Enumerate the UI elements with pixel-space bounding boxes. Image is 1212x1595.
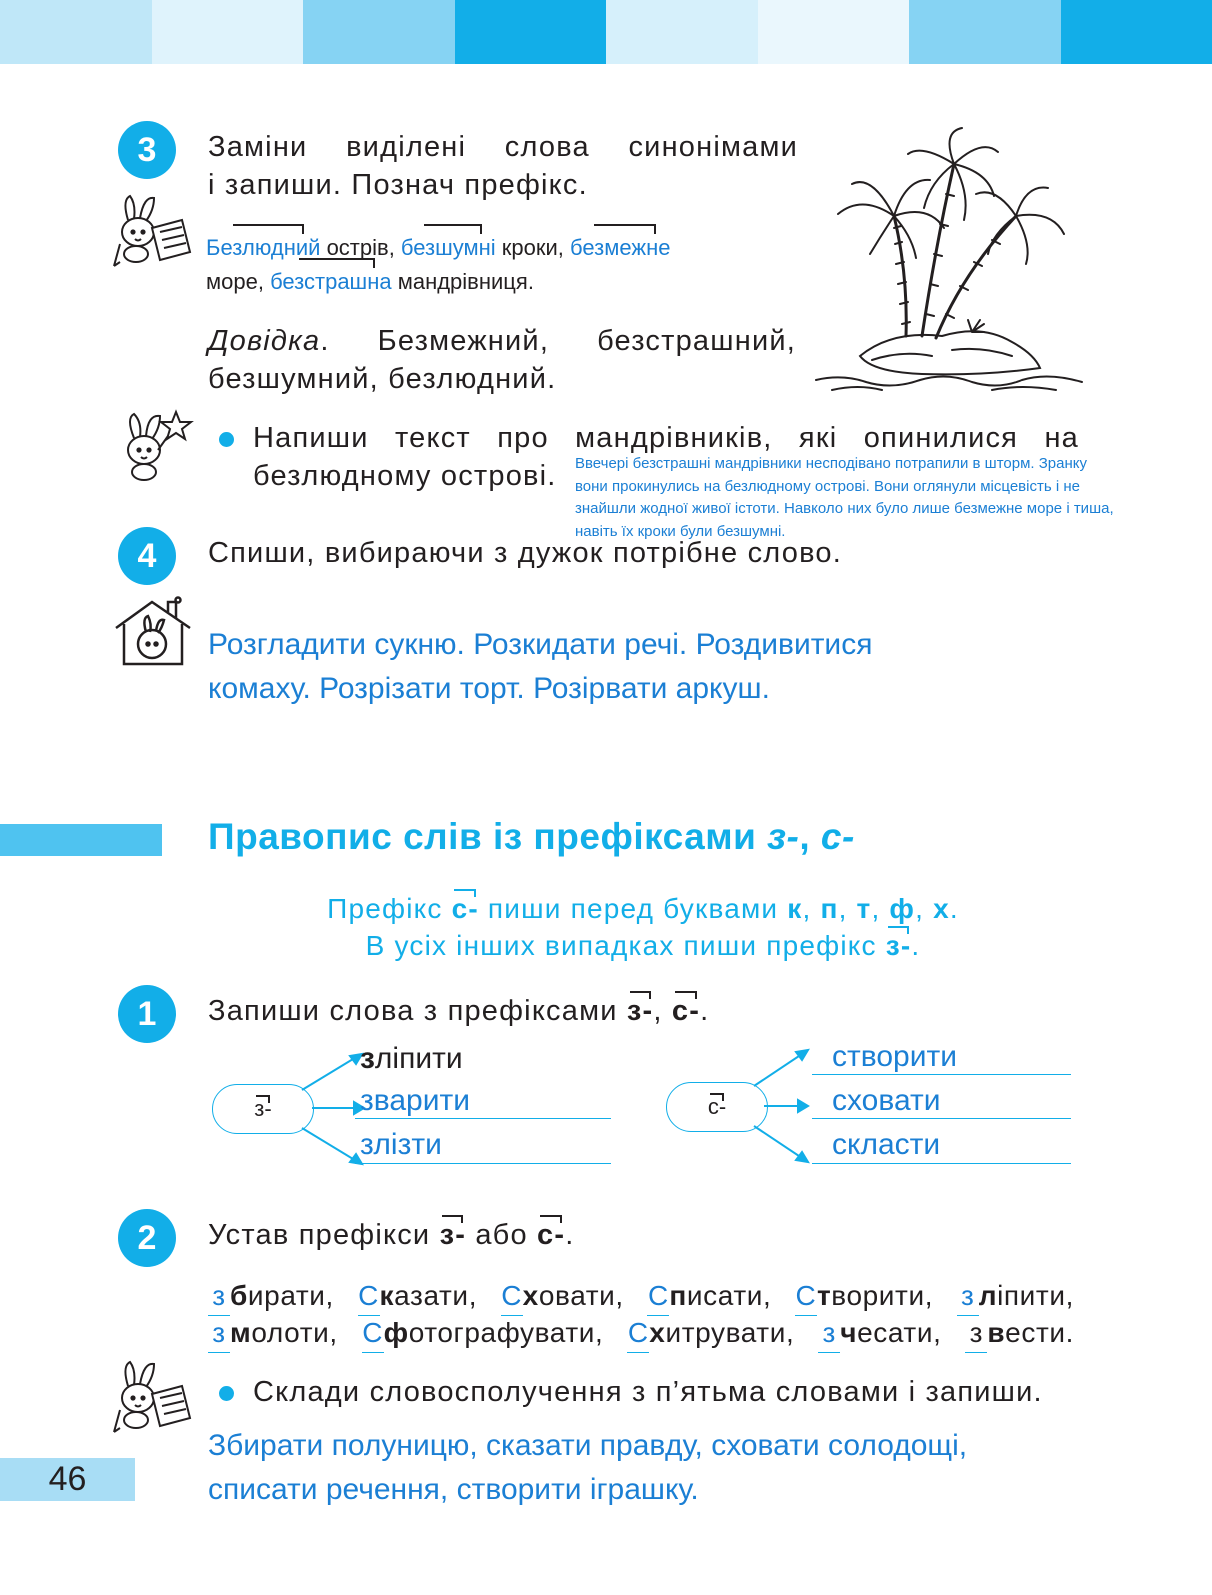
exercise-number-badge: 2: [118, 1209, 176, 1267]
answer-line: [812, 1074, 1071, 1075]
task3-text-line2: і запиши. Познач префікс.: [208, 169, 588, 201]
fill-word: Сфотографувати,: [362, 1314, 604, 1353]
rule-text: [230, 890, 1056, 964]
task4-text: Спиши, вибираючи з дужок потрібне слово.: [208, 537, 842, 569]
answer-word: безмежне: [570, 231, 670, 265]
arrows-right: [752, 1040, 818, 1166]
exercise2-row1: [208, 1277, 1074, 1316]
reference-label: Довідка: [208, 325, 321, 357]
section-heading-bar: [0, 824, 162, 856]
bullet1-text-line1: Напиши текст про мандрівників, які опинилися на: [253, 422, 1079, 454]
task-number-badge: 3: [118, 121, 176, 179]
fill-word: з бирати,: [208, 1277, 334, 1316]
answer-word-s: сховати: [832, 1084, 941, 1117]
fill-word: з ліпити,: [957, 1277, 1074, 1316]
page-number: 46: [0, 1458, 135, 1501]
bullet-dot: [219, 432, 234, 447]
task4-answer-line1: Розгладити сукню. Розкидати речі. Роздивитися: [208, 628, 873, 661]
fill-word: з вести.: [965, 1314, 1074, 1353]
prefix-box-z: з-: [212, 1084, 314, 1134]
answer-word: безстрашна: [270, 265, 392, 299]
answer-word: безшумні: [401, 231, 496, 265]
bullet2-answer-line2: списати речення, створити іграшку.: [208, 1473, 699, 1506]
rule-line2: В усіх інших випадках пиши префікс з-.: [230, 927, 1056, 964]
section-title: Правопис слів із префіксами з-, с-: [208, 816, 855, 857]
answer-word-s: скласти: [832, 1128, 941, 1161]
fill-word: з молоти,: [208, 1314, 338, 1353]
reference-line1: Довідка. Безмежний, безстрашний,: [208, 325, 796, 357]
answer-word-z: злізти: [360, 1128, 442, 1161]
answer-word-s: створити: [832, 1040, 957, 1073]
task3-answer: Безлюдний острів, безшумні кроки, безмежне море, безстрашна мандрівниця.: [206, 231, 806, 299]
fill-word: Створити,: [795, 1277, 933, 1316]
prefix-box-s: с-: [666, 1082, 768, 1132]
fill-word: Списати,: [647, 1277, 771, 1316]
top-color-stripe: [0, 0, 1212, 64]
rule-line1: Префікс с- пиши перед буквами к, п, т, ф, х.: [230, 890, 1056, 927]
answer-line: [812, 1163, 1071, 1164]
example-word: зліпити: [360, 1042, 463, 1075]
answer-line: [812, 1118, 1071, 1119]
bullet1-text-line2: безлюдному острові.: [253, 460, 557, 492]
exercise1-text: Запиши слова з префіксами з-, с-.: [208, 992, 709, 1030]
exercise-number-badge: 1: [118, 985, 176, 1043]
bullet2-text: Склади словосполучення з п’ятьма словами і запиши.: [253, 1376, 1043, 1408]
bunny-star-icon: [114, 406, 196, 486]
answer-line: [355, 1118, 611, 1119]
fill-word: Сказати,: [358, 1277, 478, 1316]
reference-line2: безшумний, безлюдний.: [208, 363, 557, 395]
bunny-writing-icon: [110, 190, 200, 270]
task-number-badge: 4: [118, 527, 176, 585]
exercise2-text: Устав префікси з- або с-.: [208, 1216, 575, 1254]
task3-text-line1: Заміни виділені слова синонімами: [208, 131, 798, 163]
exercise2-row2: [208, 1314, 1074, 1353]
answer-word: Безлюдний: [206, 231, 320, 265]
bullet-dot: [219, 1386, 234, 1401]
fill-word: з чесати,: [818, 1314, 941, 1353]
arrows-left: [300, 1044, 366, 1170]
answer-word-z: зварити: [360, 1084, 470, 1117]
palm-island-illustration: [812, 124, 1090, 402]
task4-answer-line2: комаху. Розрізати торт. Розірвати аркуш.: [208, 672, 770, 705]
fill-word: Схитрувати,: [627, 1314, 794, 1353]
handwritten-answer-note: Ввечері безстрашні мандрівники несподівано потрапили в шторм. Зранку вони прокинулись на безлюдному острові. Вони оглянули місцевість і не знайшли жодної живої істоти. Навколо них було лише безмежне море і тиша, навіть їх кроки були безшумні.: [575, 455, 1114, 540]
bunny-writing-icon: [110, 1356, 200, 1436]
answer-line: [355, 1163, 611, 1164]
bullet2-answer-line1: Збирати полуницю, сказати правду, сховати солодощі,: [208, 1429, 968, 1462]
fill-word: Сховати,: [501, 1277, 624, 1316]
house-icon: [112, 596, 194, 668]
